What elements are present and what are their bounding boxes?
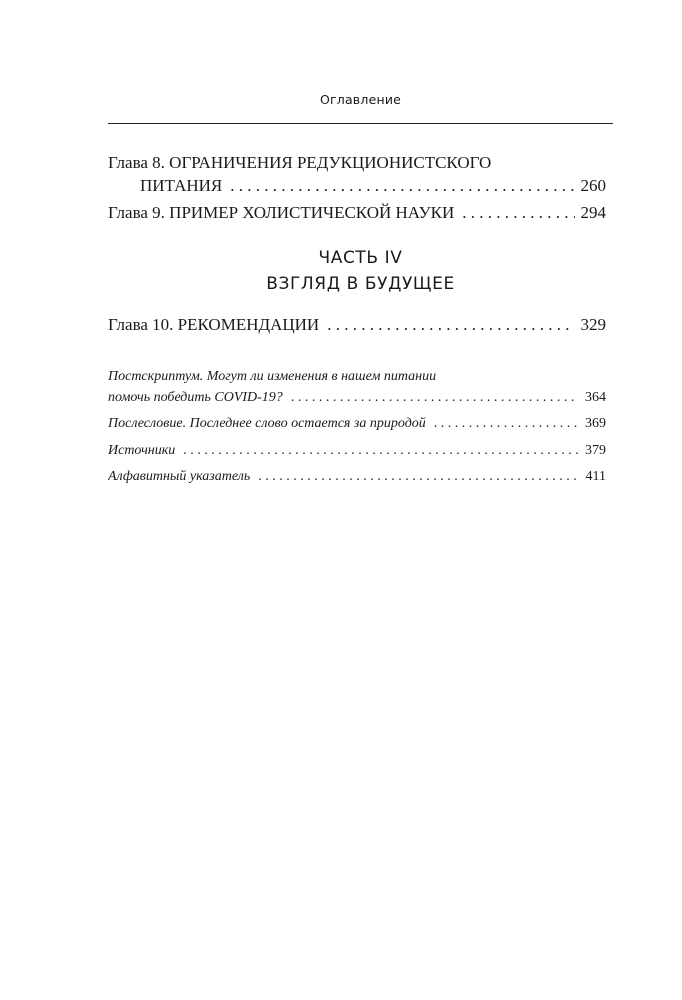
- toc-entry-chapter-9[interactable]: [108, 203, 606, 223]
- toc-entry-label: ПИТАНИЯ: [140, 176, 223, 195]
- dot-leader: [462, 203, 574, 223]
- toc-entry-label: Послесловие. Последнее слово остается за природой: [108, 416, 426, 431]
- toc-entry-chapter-8-title[interactable]: [108, 153, 606, 173]
- dot-leader: [258, 469, 579, 485]
- toc-page-number: 379: [585, 443, 606, 458]
- toc-entry-label: Постскриптум. Могут ли изменения в нашем питании: [108, 369, 437, 384]
- dot-leader: [327, 315, 574, 335]
- header-rule: [108, 123, 613, 124]
- toc-page-number: 369: [585, 416, 606, 431]
- toc-entry-index[interactable]: [108, 469, 606, 485]
- toc-entry-label: Глава 10. РЕКОМЕНДАЦИИ: [108, 315, 320, 334]
- toc-entry-postscript-continuation[interactable]: [108, 390, 606, 406]
- dot-leader: [183, 443, 579, 459]
- dot-leader: [230, 176, 574, 196]
- dot-leader: [434, 416, 579, 432]
- toc-page-number: 294: [580, 203, 606, 222]
- toc-entry-afterword[interactable]: [108, 416, 606, 432]
- toc-page-number: 329: [580, 315, 606, 334]
- toc-entry-label: Глава 9. ПРИМЕР ХОЛИСТИЧЕСКОЙ НАУКИ: [108, 203, 455, 222]
- dot-leader: [291, 390, 579, 406]
- toc-entry-label: Алфавитный указатель: [108, 469, 251, 484]
- toc-entry-label: Источники: [108, 443, 176, 458]
- toc-entry-label: помочь победить COVID-19?: [108, 390, 283, 405]
- running-head: Оглавление: [319, 92, 402, 107]
- toc-entry-label: Глава 8. ОГРАНИЧЕНИЯ РЕДУКЦИОНИСТСКОГО: [108, 153, 492, 172]
- part-number-heading: ЧАСТЬ IV: [318, 248, 403, 268]
- toc-entry-postscript-title[interactable]: [108, 369, 606, 385]
- toc-entry-sources[interactable]: [108, 443, 606, 459]
- toc-page-number: 411: [585, 469, 606, 484]
- part-title-heading: ВЗГЛЯД В БУДУЩЕЕ: [266, 274, 455, 294]
- toc-entry-chapter-10[interactable]: [108, 315, 606, 335]
- toc-page-number: 364: [585, 390, 606, 405]
- toc-entry-chapter-8-continuation[interactable]: [108, 176, 606, 196]
- toc-page-number: 260: [580, 176, 606, 195]
